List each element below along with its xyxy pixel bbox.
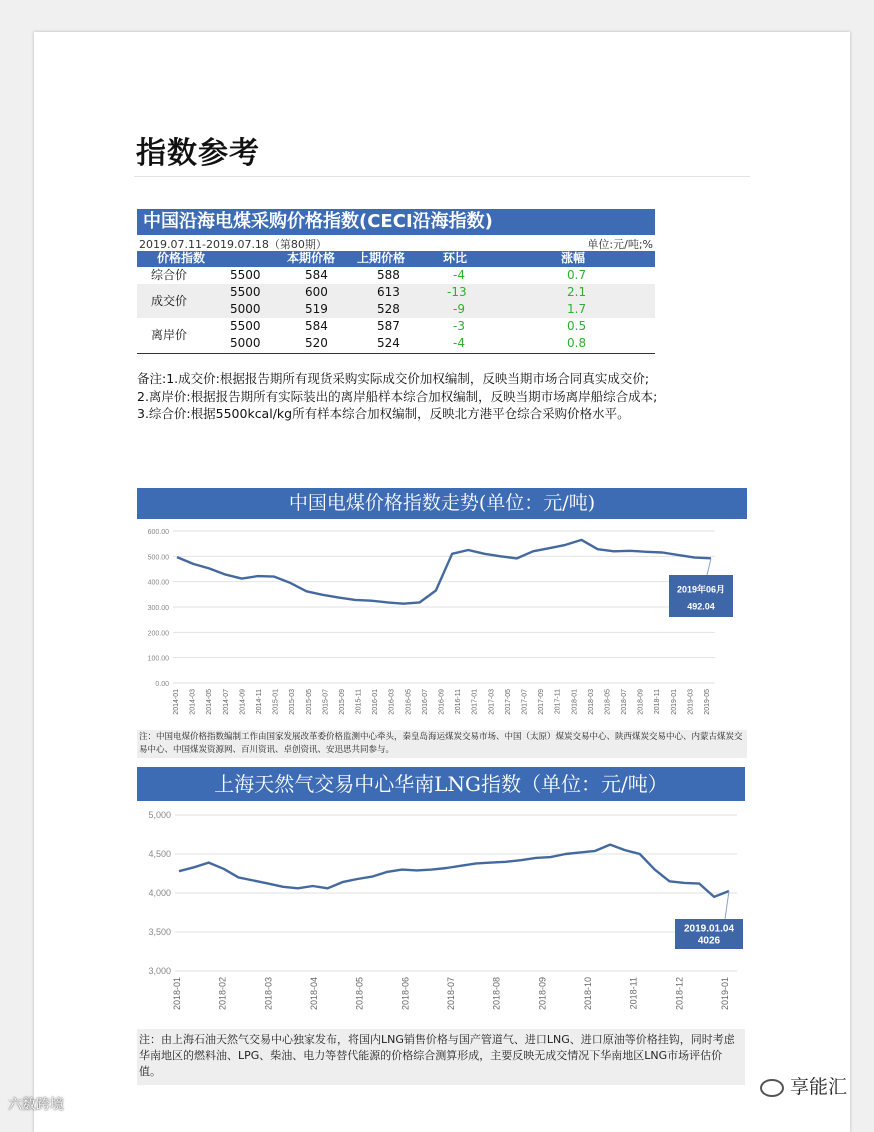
ceci-title: 中国沿海电煤采购价格指数(CECI沿海指数) (137, 209, 655, 235)
y-tick-label: 4,000 (148, 888, 171, 898)
table-cell: 0.5 (567, 319, 587, 333)
table-cell: -4 (453, 268, 465, 282)
x-tick-label: 2019-01 (670, 689, 678, 715)
x-tick-label: 2018-01 (172, 977, 182, 1011)
x-tick-label: 2015-07 (322, 689, 330, 715)
x-tick-label: 2014-07 (222, 689, 230, 715)
ceci-body (137, 267, 655, 354)
table-cell: 1.7 (567, 302, 587, 316)
table-cell: -13 (447, 285, 467, 299)
table-cell: 5500 (230, 319, 261, 333)
x-tick-label: 2014-01 (173, 689, 180, 715)
ceci-notes (137, 370, 667, 423)
x-tick-label: 2018-01 (571, 689, 579, 715)
header-current: 本期价格 (287, 251, 336, 265)
title-divider (134, 176, 750, 177)
lng-chart-note: 注：由上海石油天然气交易中心独家发布，将国内LNG销售价格与国产管道气、进口LNG、进口原油等价格挂钩，同时考虑华南地区的燃料油、LPG、柴油、电力等替代能源的价格综合测算形成，主要反映无成交情况下华南地区LNG市场评估价值。 (137, 1029, 745, 1085)
x-tick-label: 2018-06 (400, 977, 411, 1011)
x-tick-label: 2018-10 (583, 977, 593, 1011)
table-cell: 600 (305, 285, 328, 299)
coal-chart-panel (137, 488, 747, 758)
x-tick-label: 2016-11 (455, 689, 463, 715)
y-tick-label: 4,500 (148, 849, 171, 859)
note-line: 备注:1.成交价:根据报告期所有现货采购实际成交价加权编制，反映当期市场合同真实成交价; (137, 371, 650, 386)
x-tick-label: 2018-03 (263, 977, 274, 1011)
x-tick-label: 2015-03 (289, 689, 297, 715)
x-tick-label: 2017-01 (471, 689, 479, 715)
y-tick-label: 300.00 (147, 605, 169, 612)
x-tick-label: 2019-05 (704, 689, 711, 715)
x-tick-label: 2018-05 (354, 977, 365, 1011)
watermark-right-text: 享能汇 (790, 1076, 848, 1098)
note-line: 3.综合价:根据5500kcal/kg所有样本综合加权编制，反映北方港平仓综合采购价格水平。 (137, 406, 630, 421)
x-tick-label: 2016-05 (405, 689, 413, 715)
y-tick-label: 500.00 (147, 554, 169, 562)
table-cell: 584 (305, 319, 328, 333)
ceci-unit: 单位:元/吨;% (587, 238, 653, 251)
x-tick-label: 2019-01 (720, 977, 730, 1011)
coal-chart-title: 中国电煤价格指数走势(单位：元/吨) (137, 488, 747, 519)
x-tick-label: 2018-07 (446, 977, 456, 1011)
group-offshore: 离岸价 (151, 328, 188, 342)
ceci-period: 2019.07.11-2019.07.18（第80期） (139, 238, 327, 251)
table-cell: 5500 (230, 285, 261, 299)
y-tick-label: 400.00 (147, 579, 169, 587)
series-line (179, 845, 729, 897)
x-tick-label: 2015-01 (272, 689, 280, 715)
table-cell: 613 (377, 285, 400, 299)
x-tick-label: 2017-09 (538, 689, 546, 715)
x-tick-label: 2019-03 (687, 689, 695, 715)
x-tick-label: 2014-11 (255, 689, 263, 715)
x-tick-label: 2016-09 (438, 689, 446, 715)
lng-index-chart (137, 801, 745, 1029)
table-cell: -4 (453, 336, 465, 350)
group-deal: 成交价 (151, 294, 188, 308)
note-line: 2.离岸价:根据报告期所有实际装出的离岸船样本综合加权编制，反映当期市场离岸船综合成本; (137, 388, 658, 404)
x-tick-label: 2016-03 (388, 689, 396, 715)
callout-label: 2019年06月 (676, 584, 726, 595)
table-cell: 519 (305, 302, 328, 316)
x-tick-label: 2015-09 (338, 689, 346, 715)
y-tick-label: 0.00 (155, 681, 169, 688)
x-tick-label: 2015-11 (355, 689, 363, 715)
coal-chart-note: 注：中国电煤价格指数编制工作由国家发展改革委价格监测中心牵头，秦皇岛海运煤炭交易市场、中国（太原）煤炭交易中心、陕西煤炭交易中心、内蒙古煤炭交易中心、中国煤炭资源网、百川资讯、卓创资讯、安迅思共同参与。 (137, 730, 747, 758)
y-tick-label: 100.00 (147, 655, 169, 663)
lng-chart-title: 上海天然气交易中心华南LNG指数（单位：元/吨） (137, 767, 745, 801)
x-tick-label: 2017-05 (504, 689, 512, 715)
y-tick-label: 200.00 (147, 630, 169, 638)
table-cell: 524 (377, 336, 400, 350)
table-cell: 5500 (230, 268, 261, 282)
y-tick-label: 3,000 (148, 966, 171, 976)
x-tick-label: 2018-04 (309, 977, 319, 1011)
wechat-icon (760, 1079, 784, 1097)
callout-value: 492.04 (687, 601, 715, 612)
x-tick-label: 2018-09 (637, 689, 645, 715)
page-title: 指数参考 (136, 136, 260, 171)
ceci-header-row (137, 251, 655, 267)
table-cell: 5000 (230, 302, 261, 316)
watermark-left: 六数跨境 (8, 1097, 64, 1113)
table-cell: 588 (377, 268, 400, 282)
lng-chart-panel (137, 767, 745, 1085)
group-composite: 综合价 (151, 268, 188, 282)
watermark-right (760, 1072, 847, 1099)
x-tick-label: 2014-03 (189, 689, 197, 715)
y-tick-label: 3,500 (148, 927, 171, 937)
table-cell: 584 (305, 268, 328, 282)
ceci-subheader (137, 235, 655, 251)
table-cell: 0.7 (567, 268, 587, 282)
y-tick-label: 5,000 (148, 810, 171, 820)
table-cell: 528 (377, 302, 400, 316)
coal-price-chart (137, 519, 747, 730)
x-tick-label: 2018-08 (491, 977, 502, 1011)
header-change: 环比 (443, 251, 468, 265)
x-tick-label: 2016-07 (421, 689, 429, 715)
table-cell: 2.1 (567, 285, 587, 299)
table-cell: 0.8 (567, 336, 587, 350)
table-cell: 5000 (230, 336, 261, 350)
x-tick-label: 2018-03 (587, 689, 595, 715)
header-index: 价格指数 (157, 251, 206, 265)
table-cell: 587 (377, 319, 400, 333)
y-tick-label: 600.00 (147, 529, 169, 536)
x-tick-label: 2018-11 (654, 689, 662, 715)
table-cell: -3 (453, 319, 465, 333)
x-tick-label: 2018-07 (621, 689, 629, 715)
x-tick-label: 2017-03 (488, 689, 496, 715)
series-line (177, 540, 711, 604)
x-tick-label: 2018-02 (217, 977, 228, 1011)
x-tick-label: 2015-05 (305, 689, 313, 715)
header-previous: 上期价格 (357, 251, 406, 265)
x-tick-label: 2018-05 (604, 689, 612, 715)
x-tick-label: 2018-11 (628, 977, 639, 1010)
table-cell: 520 (305, 336, 328, 350)
x-tick-label: 2017-07 (521, 689, 529, 715)
callout-label: 2019.01.04 (683, 923, 735, 935)
x-tick-label: 2017-11 (554, 689, 562, 715)
x-tick-label: 2014-05 (206, 689, 214, 715)
callout-value: 4026 (697, 935, 721, 947)
x-tick-label: 2018-12 (674, 977, 685, 1011)
header-pct: 涨幅 (561, 251, 586, 265)
ceci-table (137, 209, 655, 354)
x-tick-label: 2016-01 (372, 689, 380, 715)
callout-leader (707, 558, 711, 575)
x-tick-label: 2014-09 (239, 689, 247, 715)
callout-leader (725, 891, 729, 919)
table-cell: -9 (453, 302, 465, 316)
x-tick-label: 2018-09 (537, 977, 548, 1011)
